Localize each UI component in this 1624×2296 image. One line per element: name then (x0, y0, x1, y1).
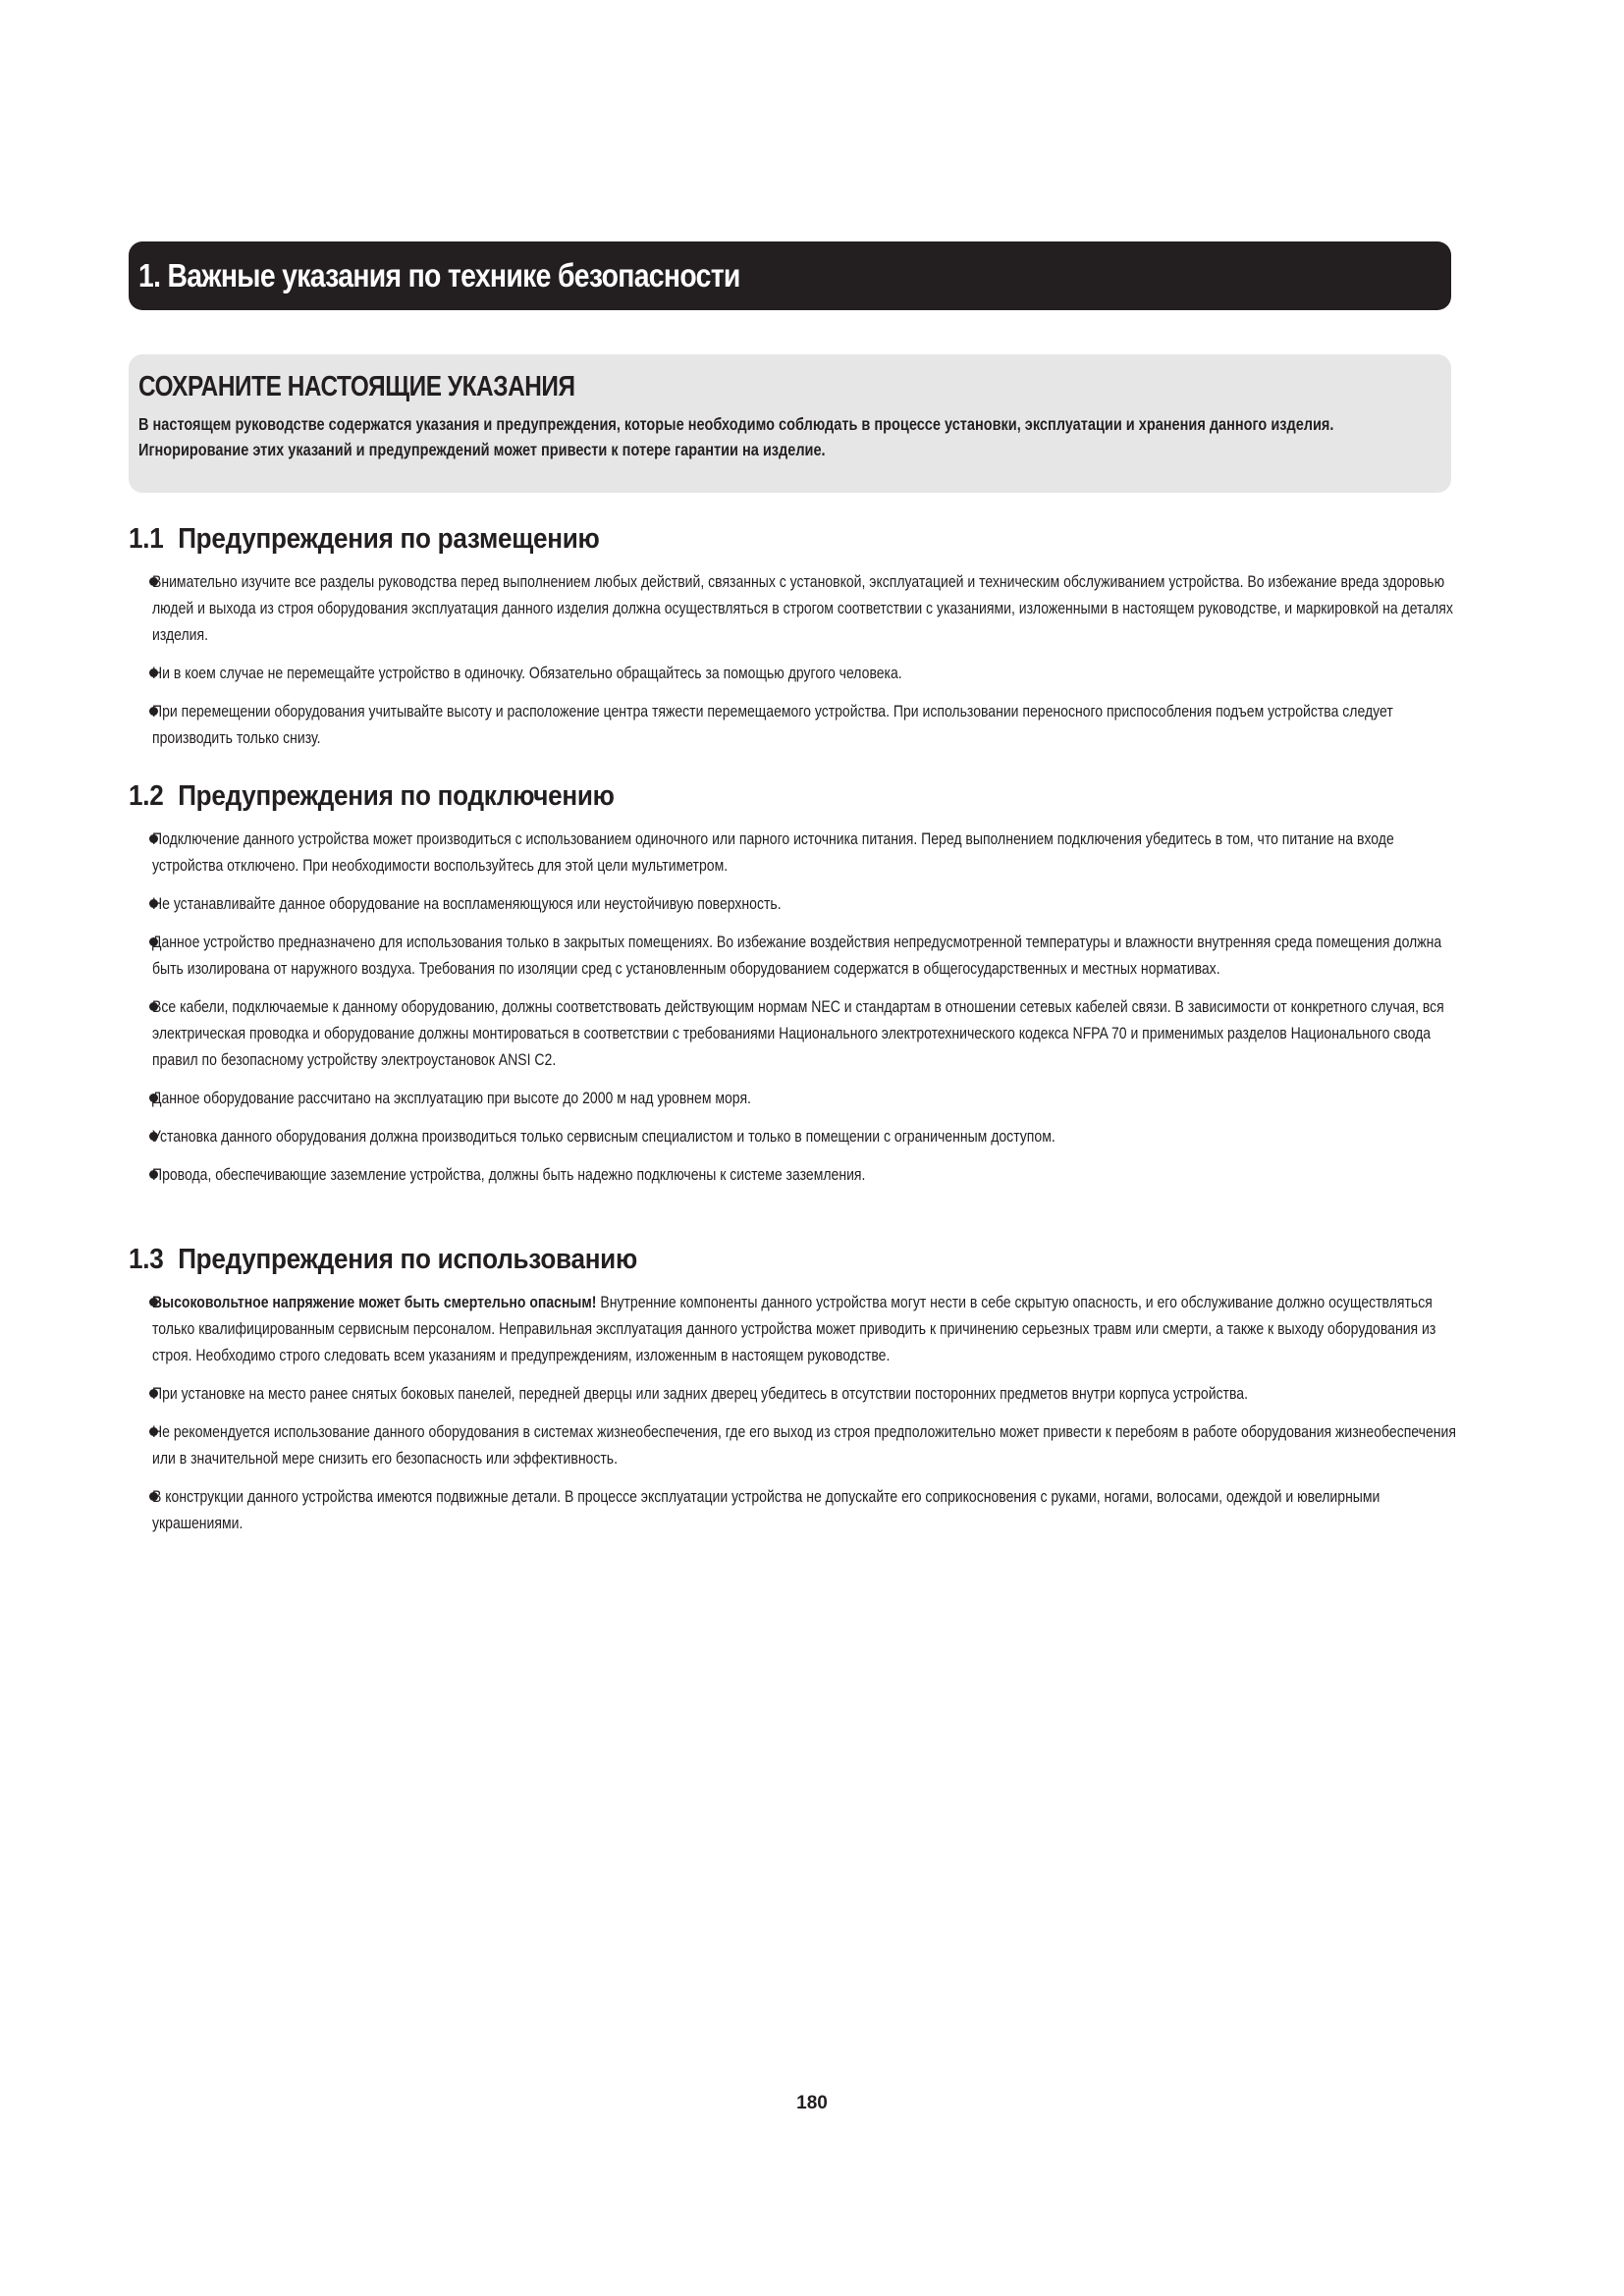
list-item (152, 1161, 1464, 1188)
list-item (152, 1085, 1464, 1111)
section-title: Предупреждения по подключению (178, 780, 615, 812)
section-heading (129, 1242, 1330, 1277)
list-item-text: В конструкции данного устройства имеются подвижные детали. В процессе эксплуатации устройства не допускайте его соприкосновения с руками, ногами, волосами, одеждой и ювелирными украшениями. (152, 1487, 1380, 1532)
list-item-text: Все кабели, подключаемые к данному оборудованию, должны соответствовать действующим нормам NEC и стандартам в отношении сетевых кабелей связи. В зависимости от конкретного случая, вся электрическая проводка и оборудование должны монтироваться в соответствии с требованиями Национального электротехнического кодекса NFPA 70 и применимых разделов Национального свода правил по безопасному устройству электроустановок ANSI C2. (152, 997, 1444, 1069)
list-item-text: Подключение данного устройства может производиться с использованием одиночного или парного источника питания. Перед выполнением подключения убедитесь в том, что питание на входе устройства отключено. При необходимости воспользуйтесь для этой цели мультиметром. (152, 829, 1394, 875)
list-item (152, 698, 1464, 751)
chapter-title-bar (129, 241, 1451, 310)
notice-heading: СОХРАНИТЕ НАСТОЯЩИЕ УКАЗАНИЯ (138, 371, 575, 402)
list-item-text: Данное оборудование рассчитано на эксплуатацию при высоте до 2000 м над уровнем моря. (152, 1089, 751, 1107)
list-item-text: Ни в коем случае не перемещайте устройство в одиночку. Обязательно обращайтесь за помощью другого человека. (152, 664, 902, 682)
list-item (152, 993, 1464, 1073)
list-item (152, 1380, 1464, 1407)
list-item-text: Не рекомендуется использование данного оборудования в системах жизнеобеспечения, где его выход из строя предположительно может привести к перебоям в работе оборудования жизнеобеспечения или в значительной мере снизить его безопасность или эффективность. (152, 1422, 1456, 1468)
save-instructions-box (129, 354, 1451, 493)
list-item-text: Провода, обеспечивающие заземление устройства, должны быть надежно подключены к системе заземления. (152, 1165, 866, 1184)
list-item-text: Установка данного оборудования должна производиться только сервисным специалистом и только в помещении с ограниченным доступом. (152, 1127, 1056, 1146)
list-item-text: Данное устройство предназначено для использования только в закрытых помещениях. Во избежание воздействия непредусмотренной температуры и влажности внутренняя среда помещения должна быть изолирована от наружного воздуха. Требования по изоляции сред с установленным оборудованием содержатся в общегосударственных и местных нормативах. (152, 933, 1442, 978)
warning-lead: Высоковольтное напряжение может быть смертельно опасным! (152, 1293, 597, 1311)
list-item-text: Не устанавливайте данное оборудование на воспламеняющуюся или неустойчивую поверхность. (152, 894, 782, 913)
list-item (152, 568, 1464, 648)
bullet-list (129, 568, 1464, 751)
list-item-text: При установке на место ранее снятых боковых панелей, передней дверцы или задних дверец убедитесь в отсутствии посторонних предметов внутри корпуса устройства. (152, 1384, 1248, 1403)
section-number: 1.2 (129, 780, 164, 812)
section-number: 1.1 (129, 523, 164, 555)
section-number: 1.3 (129, 1244, 164, 1275)
list-item (152, 1289, 1464, 1368)
list-item (152, 1483, 1464, 1536)
bullet-list (129, 1289, 1464, 1536)
page-number: 180 (796, 2093, 828, 2113)
section-usage (129, 1242, 1464, 1548)
section-heading (129, 778, 1330, 814)
list-item (152, 929, 1464, 982)
list-item (152, 1123, 1464, 1149)
warning-body: Внутренние компоненты данного устройства могут нести в себе скрытую опасность, и его обслуживание должно осуществляться только квалифицированным сервисным персоналом. Неправильная эксплуатация данного устройства может приводить к причинению серьезных травм или смерти, а также к выходу оборудования из строя. Необходимо строго следовать всем указаниям и предупреждениям, изложенным в настоящем руководстве. (152, 1293, 1436, 1364)
list-item (152, 1418, 1464, 1471)
section-title: Предупреждения по использованию (178, 1244, 637, 1275)
list-item-text: При перемещении оборудования учитывайте высоту и расположение центра тяжести перемещаемого устройства. При использовании переносного приспособления подъем устройства следует производить только снизу. (152, 702, 1393, 747)
section-connection (129, 778, 1464, 1200)
section-placement (129, 521, 1464, 763)
list-item-text: Внимательно изучите все разделы руководства перед выполнением любых действий, связанных с установкой, эксплуатацией и техническим обслуживанием устройства. Во избежание вреда здоровью людей и выхода из строя оборудования эксплуатация данного изделия должна осуществляться в строгом соответствии с указаниями, изложенными в настоящем руководстве, и маркировкой на деталях изделия. (152, 572, 1453, 644)
list-item (152, 890, 1464, 917)
bullet-list (129, 826, 1464, 1188)
section-heading (129, 521, 1330, 557)
list-item-text (152, 1289, 1456, 1368)
chapter-title: 1. Важные указания по технике безопасности (138, 257, 740, 294)
list-item (152, 826, 1464, 879)
section-title: Предупреждения по размещению (178, 523, 600, 555)
list-item (152, 660, 1464, 686)
notice-text: В настоящем руководстве содержатся указания и предупреждения, которые необходимо соблюдать в процессе установки, эксплуатации и хранения данного изделия. Игнорирование этих указаний и предупреждений может привести к потере гарантии на изделие. (138, 414, 1334, 459)
